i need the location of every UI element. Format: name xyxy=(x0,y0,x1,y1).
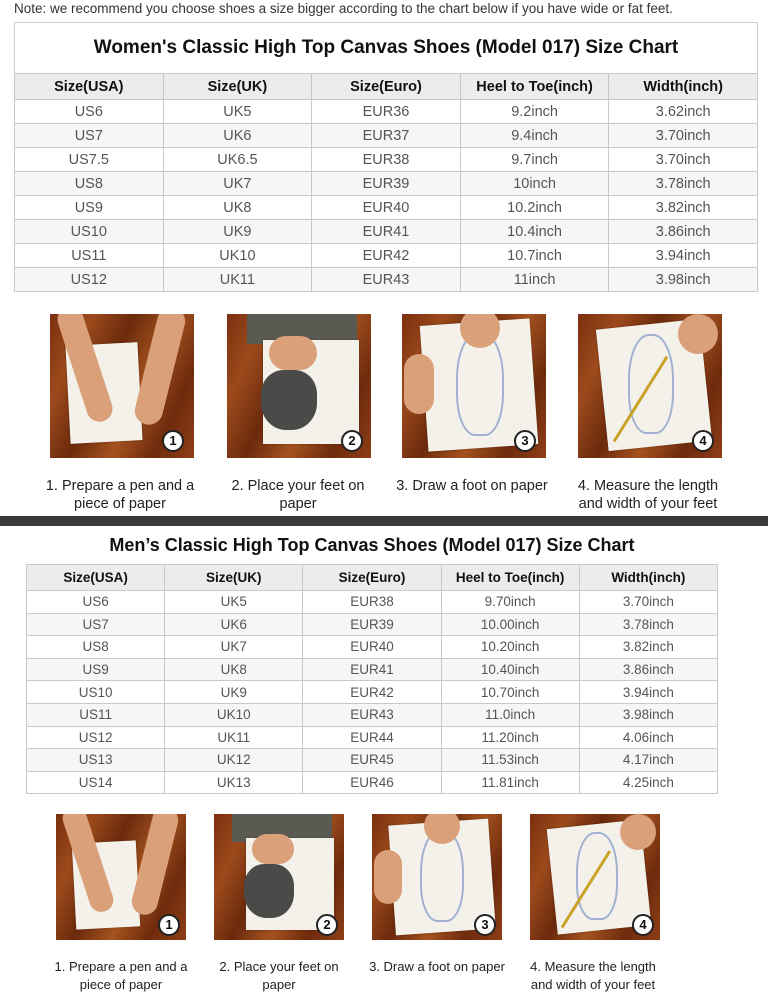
column-header: Size(Euro) xyxy=(312,74,461,100)
table-cell: 3.70inch xyxy=(609,148,758,172)
table-cell: US6 xyxy=(27,591,165,614)
table-cell: EUR44 xyxy=(303,726,441,749)
table-row xyxy=(15,124,758,148)
table-cell: UK6.5 xyxy=(163,148,312,172)
step-photo-draw-foot xyxy=(402,314,546,458)
table-cell: UK6 xyxy=(165,613,303,636)
table-row xyxy=(15,268,758,292)
table-cell: 9.2inch xyxy=(460,100,609,124)
table-row xyxy=(27,613,718,636)
table-cell: UK10 xyxy=(163,244,312,268)
table-cell: 11.53inch xyxy=(441,749,579,772)
table-cell: EUR41 xyxy=(312,220,461,244)
table-cell: EUR42 xyxy=(312,244,461,268)
table-cell: EUR37 xyxy=(312,124,461,148)
table-cell: EUR42 xyxy=(303,681,441,704)
table-row xyxy=(15,196,758,220)
step-caption: 3. Draw a foot on paper xyxy=(369,959,505,974)
table-cell: UK8 xyxy=(163,196,312,220)
table-cell: EUR46 xyxy=(303,771,441,794)
men-size-table xyxy=(26,564,718,794)
step-photo-measure xyxy=(578,314,722,458)
step-number-badge: 4 xyxy=(632,914,654,936)
table-cell: US10 xyxy=(15,220,164,244)
table-cell: EUR43 xyxy=(303,703,441,726)
table-cell: UK7 xyxy=(165,636,303,659)
table-cell: UK6 xyxy=(163,124,312,148)
table-cell: 3.94inch xyxy=(579,681,717,704)
table-cell: US7 xyxy=(15,124,164,148)
table-cell: 3.86inch xyxy=(609,220,758,244)
table-cell: UK11 xyxy=(163,268,312,292)
women-chart-title: Women's Classic High Top Canvas Shoes (Model 017) Size Chart xyxy=(14,22,758,73)
table-cell: 9.4inch xyxy=(460,124,609,148)
table-cell: EUR45 xyxy=(303,749,441,772)
table-cell: 3.98inch xyxy=(579,703,717,726)
table-cell: 3.62inch xyxy=(609,100,758,124)
step-number-badge: 2 xyxy=(316,914,338,936)
step-caption: 4. Measure the length and width of your feet xyxy=(530,959,656,992)
table-cell: UK9 xyxy=(163,220,312,244)
step-photo-prepare xyxy=(56,814,186,940)
table-row xyxy=(27,658,718,681)
table-row xyxy=(27,749,718,772)
column-header: Size(UK) xyxy=(163,74,312,100)
table-row xyxy=(15,100,758,124)
column-header: Size(Euro) xyxy=(303,565,441,591)
table-cell: EUR36 xyxy=(312,100,461,124)
step-photo-measure xyxy=(530,814,660,940)
table-cell: 4.06inch xyxy=(579,726,717,749)
table-cell: UK5 xyxy=(165,591,303,614)
women-size-chart xyxy=(14,22,758,294)
step-caption: 2. Place your feet on paper xyxy=(219,959,339,992)
women-size-table xyxy=(14,73,758,292)
table-cell: US7 xyxy=(27,613,165,636)
table-cell: 10.20inch xyxy=(441,636,579,659)
table-cell: EUR43 xyxy=(312,268,461,292)
table-cell: 3.70inch xyxy=(579,591,717,614)
table-cell: EUR41 xyxy=(303,658,441,681)
table-header-row xyxy=(15,74,758,100)
table-cell: EUR40 xyxy=(312,196,461,220)
step-photo-prepare xyxy=(50,314,194,458)
table-cell: 9.70inch xyxy=(441,591,579,614)
step-caption: 1. Prepare a pen and a piece of paper xyxy=(45,478,195,512)
step-photo-draw-foot xyxy=(372,814,502,940)
table-row xyxy=(27,726,718,749)
table-cell: 10.4inch xyxy=(460,220,609,244)
table-cell: US11 xyxy=(27,703,165,726)
table-cell: 3.94inch xyxy=(609,244,758,268)
table-cell: UK13 xyxy=(165,771,303,794)
table-cell: 11.81inch xyxy=(441,771,579,794)
table-row xyxy=(27,591,718,614)
table-cell: UK7 xyxy=(163,172,312,196)
table-header-row xyxy=(27,565,718,591)
table-cell: US12 xyxy=(27,726,165,749)
table-cell: UK9 xyxy=(165,681,303,704)
table-cell: US11 xyxy=(15,244,164,268)
table-row xyxy=(27,636,718,659)
table-cell: 10.7inch xyxy=(460,244,609,268)
table-cell: 3.78inch xyxy=(579,613,717,636)
column-header: Size(USA) xyxy=(27,565,165,591)
column-header: Size(USA) xyxy=(15,74,164,100)
table-row xyxy=(27,703,718,726)
section-divider xyxy=(0,516,768,526)
table-row xyxy=(15,172,758,196)
table-row xyxy=(15,148,758,172)
step-number-badge: 2 xyxy=(341,430,363,452)
column-header: Heel to Toe(inch) xyxy=(441,565,579,591)
table-cell: US7.5 xyxy=(15,148,164,172)
table-cell: 10.2inch xyxy=(460,196,609,220)
table-cell: 11.20inch xyxy=(441,726,579,749)
table-cell: US12 xyxy=(15,268,164,292)
table-cell: US8 xyxy=(15,172,164,196)
table-cell: 3.98inch xyxy=(609,268,758,292)
column-header: Heel to Toe(inch) xyxy=(460,74,609,100)
table-cell: EUR38 xyxy=(303,591,441,614)
step-number-badge: 3 xyxy=(474,914,496,936)
step-caption: 1. Prepare a pen and a piece of paper xyxy=(54,959,188,992)
table-cell: 4.17inch xyxy=(579,749,717,772)
table-row xyxy=(27,771,718,794)
table-cell: 9.7inch xyxy=(460,148,609,172)
step-caption: 3. Draw a foot on paper xyxy=(396,478,548,494)
step-photo-place-foot xyxy=(214,814,344,940)
table-cell: UK8 xyxy=(165,658,303,681)
table-cell: EUR39 xyxy=(312,172,461,196)
table-cell: 3.78inch xyxy=(609,172,758,196)
step-number-badge: 4 xyxy=(692,430,714,452)
table-cell: 11inch xyxy=(460,268,609,292)
table-cell: 3.70inch xyxy=(609,124,758,148)
table-cell: US6 xyxy=(15,100,164,124)
men-size-chart xyxy=(26,528,718,796)
table-row xyxy=(15,244,758,268)
table-cell: 10inch xyxy=(460,172,609,196)
table-row xyxy=(15,220,758,244)
step-number-badge: 3 xyxy=(514,430,536,452)
table-cell: 10.40inch xyxy=(441,658,579,681)
size-advice-note: Note: we recommend you choose shoes a size bigger according to the chart below if you have wide or fat feet. xyxy=(14,1,673,16)
table-cell: UK11 xyxy=(165,726,303,749)
table-cell: US10 xyxy=(27,681,165,704)
table-row xyxy=(27,681,718,704)
step-caption: 4. Measure the length and width of your feet xyxy=(577,478,719,512)
step-number-badge: 1 xyxy=(158,914,180,936)
table-cell: US14 xyxy=(27,771,165,794)
table-cell: EUR39 xyxy=(303,613,441,636)
table-cell: US9 xyxy=(27,658,165,681)
column-header: Width(inch) xyxy=(609,74,758,100)
table-cell: UK12 xyxy=(165,749,303,772)
step-photo-place-foot xyxy=(227,314,371,458)
table-cell: UK5 xyxy=(163,100,312,124)
table-cell: 4.25inch xyxy=(579,771,717,794)
step-number-badge: 1 xyxy=(162,430,184,452)
table-cell: UK10 xyxy=(165,703,303,726)
table-cell: US9 xyxy=(15,196,164,220)
column-header: Size(UK) xyxy=(165,565,303,591)
table-cell: EUR38 xyxy=(312,148,461,172)
table-cell: US8 xyxy=(27,636,165,659)
step-caption: 2. Place your feet on paper xyxy=(231,478,365,512)
table-cell: 3.82inch xyxy=(579,636,717,659)
table-cell: 3.86inch xyxy=(579,658,717,681)
column-header: Width(inch) xyxy=(579,565,717,591)
men-chart-title: Men’s Classic High Top Canvas Shoes (Model 017) Size Chart xyxy=(109,535,635,555)
table-cell: 11.0inch xyxy=(441,703,579,726)
table-cell: 3.82inch xyxy=(609,196,758,220)
table-cell: 10.00inch xyxy=(441,613,579,636)
table-cell: US13 xyxy=(27,749,165,772)
table-cell: 10.70inch xyxy=(441,681,579,704)
table-cell: EUR40 xyxy=(303,636,441,659)
